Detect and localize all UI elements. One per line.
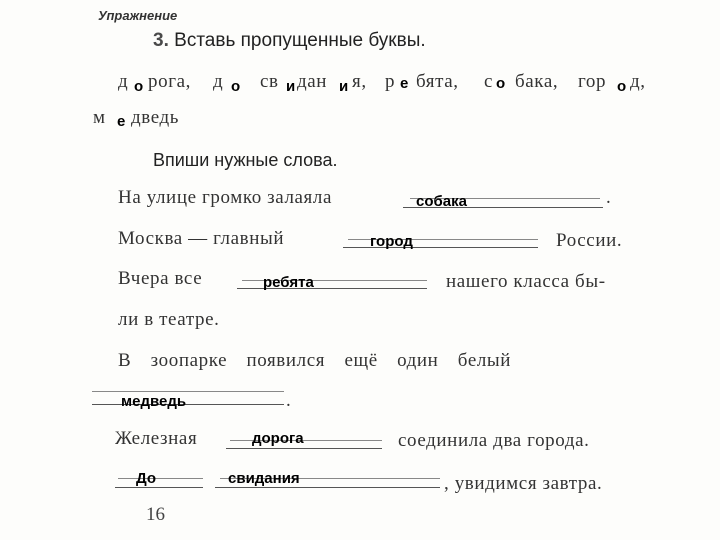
answer-doroga: дорога: [252, 430, 304, 447]
word-svidaniya-part1: св: [260, 71, 279, 92]
sentence-4-end: .: [286, 390, 292, 411]
answer-rebyata: ребята: [263, 274, 314, 291]
answer-medved: медведь: [121, 393, 187, 410]
word-sobaka-start: с: [484, 71, 494, 92]
answer-blank: [215, 487, 440, 488]
inserted-letter: и: [286, 78, 296, 95]
sentence-6-end: , увидимся завтра.: [444, 473, 603, 494]
answer-blank: [226, 448, 382, 449]
word-svidaniya-part3: я,: [352, 71, 367, 92]
answer-guide-line: [92, 391, 284, 392]
inserted-letter: о: [617, 78, 627, 95]
word-rebyata-end: бята,: [416, 71, 459, 92]
inserted-letter: е: [117, 113, 126, 130]
sentence-2-text: Москва — главный: [118, 228, 285, 249]
answer-sobaka: собака: [416, 193, 467, 210]
inserted-letter: о: [496, 75, 506, 92]
sentence-3-end: ли в театре.: [118, 309, 220, 330]
task-text: Вставь пропущенные буквы.: [174, 30, 426, 51]
sentence-2-end: России.: [556, 230, 623, 251]
task-number: 3.: [153, 30, 169, 51]
word-sobaka-end: бака,: [515, 71, 559, 92]
word-gorod-end: д,: [630, 71, 646, 92]
inserted-letter: и: [339, 78, 349, 95]
sentence-3-text: Вчера все: [118, 268, 203, 289]
word-rebyata-start: р: [385, 71, 396, 92]
sentence-5-text: Железная: [115, 428, 198, 449]
word-doroga-start: д: [118, 71, 129, 92]
sentence-4-text: В зоопарке появился ещё один белый: [118, 350, 512, 371]
sentence-3-mid: нашего класса бы-: [446, 271, 606, 292]
page-number: 16: [146, 504, 165, 525]
inserted-letter: е: [400, 75, 409, 92]
word-medved-end: дведь: [131, 107, 180, 128]
subtitle: Впиши нужные слова.: [153, 150, 338, 170]
answer-do: До: [136, 470, 157, 487]
inserted-letter: о: [231, 78, 241, 95]
word-svidaniya-part2: дан: [297, 71, 328, 92]
sentence-1-end: .: [606, 187, 612, 208]
section-header: Упражнение: [98, 8, 178, 23]
word-do-start: д: [213, 71, 224, 92]
word-gorod-start: гор: [578, 71, 607, 92]
word-doroga-end: рога,: [148, 71, 191, 92]
sentence-1-text: На улице громко залаяла: [118, 187, 333, 208]
task-title: [153, 30, 426, 52]
answer-gorod: город: [370, 233, 413, 250]
answer-svidaniya: свидания: [228, 470, 300, 487]
word-medved-start: м: [93, 107, 106, 128]
answer-guide-line: [118, 478, 203, 479]
inserted-letter: о: [134, 78, 144, 95]
sentence-5-end: соединила два города.: [398, 430, 590, 451]
answer-blank: [115, 487, 203, 488]
